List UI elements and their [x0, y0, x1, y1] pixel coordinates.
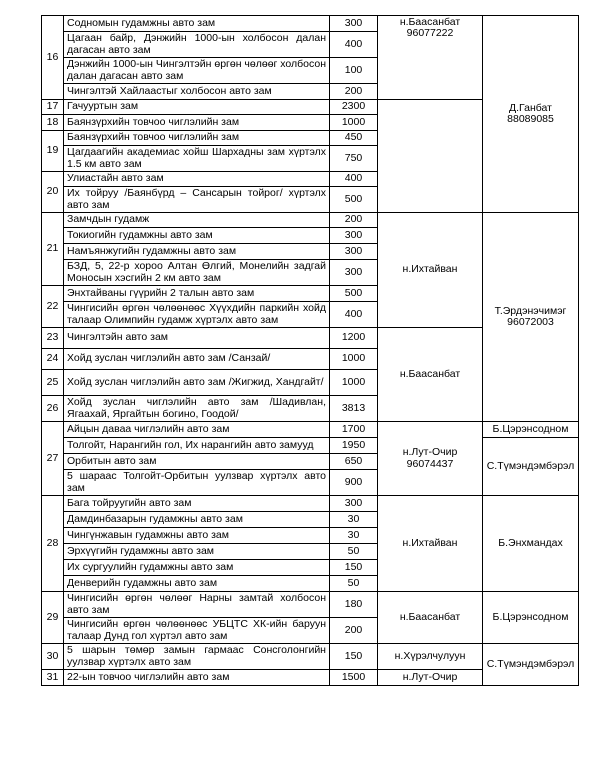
road-length: 1700 — [330, 422, 378, 438]
road-name: Гачууртын зам — [64, 100, 330, 115]
responsible-person: н.Баасанбат — [378, 328, 483, 422]
road-length: 50 — [330, 576, 378, 592]
table-row — [42, 496, 579, 512]
responsible-person: н.Ихтайван — [378, 213, 483, 328]
road-name: 5 шарын төмөр замын гармаас Сонсголонгийн уулзвар хүртэлх авто зам — [64, 644, 330, 670]
road-name: Эрхүүгийн гудамжны авто зам — [64, 544, 330, 560]
road-name: Чингисийн өргөн чөлөөнөөс УБЦТС ХК-ийн баруун талаар Дунд гол хүртэл авто зам — [64, 618, 330, 644]
road-length: 3813 — [330, 396, 378, 422]
road-length: 200 — [330, 618, 378, 644]
road-name: Цагаан байр, Дэнжийн 1000-ын холбосон далан дагасан авто зам — [64, 32, 330, 58]
responsible-person: н.Баасанбат — [378, 592, 483, 644]
road-name: Хойд зуслан чиглэлийн авто зам /Санзай/ — [64, 349, 330, 370]
table-row — [42, 213, 579, 228]
road-name: Чингэлтэй Хайлаастыг холбосон авто зам — [64, 84, 330, 100]
row-number: 28 — [42, 496, 64, 592]
road-length: 1000 — [330, 349, 378, 370]
road-length: 300 — [330, 228, 378, 244]
road-length: 30 — [330, 512, 378, 528]
road-name: Хойд зуслан чиглэлийн авто зам /Жигжид, Хандгайт/ — [64, 370, 330, 396]
road-name: Цагдаагийн академиас хойш Шархадны зам хүртэлх 1.5 км авто зам — [64, 146, 330, 172]
road-name: Чингүнжавын гудамжны авто зам — [64, 528, 330, 544]
row-number: 25 — [42, 370, 64, 396]
road-length: 400 — [330, 32, 378, 58]
row-number: 31 — [42, 670, 64, 686]
table-row — [42, 592, 579, 618]
road-length: 650 — [330, 454, 378, 470]
row-number: 20 — [42, 172, 64, 213]
table-row — [42, 644, 579, 670]
road-name: Энхтайваны гүүрийн 2 талын авто зам — [64, 286, 330, 302]
supervisor: Д.Ганбат 88089085 — [483, 16, 579, 213]
road-name: 5 шараас Толгойт-Орбитын уулзвар хүртэлх авто зам — [64, 470, 330, 496]
supervisor: Б.Цэрэнсодном — [483, 422, 579, 438]
road-name: Баянзүрхийн товчоо чиглэлийн зам — [64, 115, 330, 131]
road-name: Чингисийн өргөн чөлөөнөөс Хүүхдийн паркийн хойд талаар Олимпийн гудамж хүртэлх авто зам — [64, 302, 330, 328]
supervisor: Б.Цэрэнсодном — [483, 592, 579, 644]
road-length: 1500 — [330, 670, 378, 686]
road-length: 400 — [330, 302, 378, 328]
road-length: 30 — [330, 528, 378, 544]
road-length: 2300 — [330, 100, 378, 115]
row-number: 26 — [42, 396, 64, 422]
road-name: Баянзүрхийн товчоо чиглэлийн зам — [64, 131, 330, 146]
road-length: 150 — [330, 560, 378, 576]
supervisor: Т.Эрдэнэчимэг 96072003 — [483, 213, 579, 422]
responsible-person: н.Баасанбат 96077222 — [378, 16, 483, 100]
road-name: БЗД, 5, 22-р хороо Алтан Өлгий, Монелийн задгай Моносын хэсгийн 2 км авто зам — [64, 260, 330, 286]
row-number: 23 — [42, 328, 64, 349]
road-name: Бага тойруугийн авто зам — [64, 496, 330, 512]
road-length: 900 — [330, 470, 378, 496]
road-length: 1950 — [330, 438, 378, 454]
table-row — [42, 438, 579, 454]
road-length: 450 — [330, 131, 378, 146]
road-name: Айцын даваа чиглэлийн авто зам — [64, 422, 330, 438]
road-name: Дэнжийн 1000-ын Чингэлтэйн өргөн чөлөөг холбосон далан дагасан авто зам — [64, 58, 330, 84]
road-length: 180 — [330, 592, 378, 618]
road-length: 200 — [330, 213, 378, 228]
row-number: 18 — [42, 115, 64, 131]
road-name: Замчдын гудамж — [64, 213, 330, 228]
road-length: 1000 — [330, 115, 378, 131]
row-number: 21 — [42, 213, 64, 286]
responsible-person: н.Хүрэлчулуун — [378, 644, 483, 670]
road-name: 22-ын товчоо чиглэлийн авто зам — [64, 670, 330, 686]
road-length: 300 — [330, 496, 378, 512]
road-length: 150 — [330, 644, 378, 670]
row-number: 22 — [42, 286, 64, 328]
roads-table — [41, 15, 579, 686]
supervisor: С.Түмэндэмбэрэл — [483, 644, 579, 686]
road-name: Намъянжугийн гудамжны авто зам — [64, 244, 330, 260]
road-length: 50 — [330, 544, 378, 560]
road-name: Улиастайн авто зам — [64, 172, 330, 187]
table-row — [42, 16, 579, 32]
row-number: 30 — [42, 644, 64, 670]
road-length: 1200 — [330, 328, 378, 349]
row-number: 24 — [42, 349, 64, 370]
road-length: 300 — [330, 244, 378, 260]
road-name: Содномын гудамжны авто зам — [64, 16, 330, 32]
supervisor: Б.Энхмандах — [483, 496, 579, 592]
road-name: Их тойруу /Баянбүрд – Сансарын тойрог/ хүртэлх авто зам — [64, 187, 330, 213]
road-name: Чингэлтэйн авто зам — [64, 328, 330, 349]
road-length: 300 — [330, 16, 378, 32]
road-name: Хойд зуслан чиглэлийн авто зам /Шадивлан, Ягаахай, Яргайтын богино, Гоодой/ — [64, 396, 330, 422]
row-number: 29 — [42, 592, 64, 644]
road-length: 500 — [330, 286, 378, 302]
responsible-person — [378, 100, 483, 213]
road-name: Дамдинбазарын гудамжны авто зам — [64, 512, 330, 528]
supervisor: С.Түмэндэмбэрэл — [483, 438, 579, 496]
road-name: Чингисийн өргөн чөлөөг Нарны замтай холбосон авто зам — [64, 592, 330, 618]
responsible-person: н.Лут-Очир — [378, 670, 483, 686]
table-row — [42, 422, 579, 438]
road-name: Денверийн гудамжны авто зам — [64, 576, 330, 592]
road-length: 1000 — [330, 370, 378, 396]
road-length: 750 — [330, 146, 378, 172]
responsible-person: н.Лут-Очир 96074437 — [378, 422, 483, 496]
row-number: 16 — [42, 16, 64, 100]
row-number: 27 — [42, 422, 64, 496]
row-number: 19 — [42, 131, 64, 172]
responsible-person: н.Ихтайван — [378, 496, 483, 592]
road-length: 200 — [330, 84, 378, 100]
row-number: 17 — [42, 100, 64, 115]
road-name: Толгойт, Нарангийн гол, Их нарангийн авто замууд — [64, 438, 330, 454]
road-name: Их сургуулийн гудамжны авто зам — [64, 560, 330, 576]
road-length: 300 — [330, 260, 378, 286]
road-length: 400 — [330, 172, 378, 187]
road-name: Токиогийн гудамжны авто зам — [64, 228, 330, 244]
road-length: 500 — [330, 187, 378, 213]
road-name: Орбитын авто зам — [64, 454, 330, 470]
road-length: 100 — [330, 58, 378, 84]
